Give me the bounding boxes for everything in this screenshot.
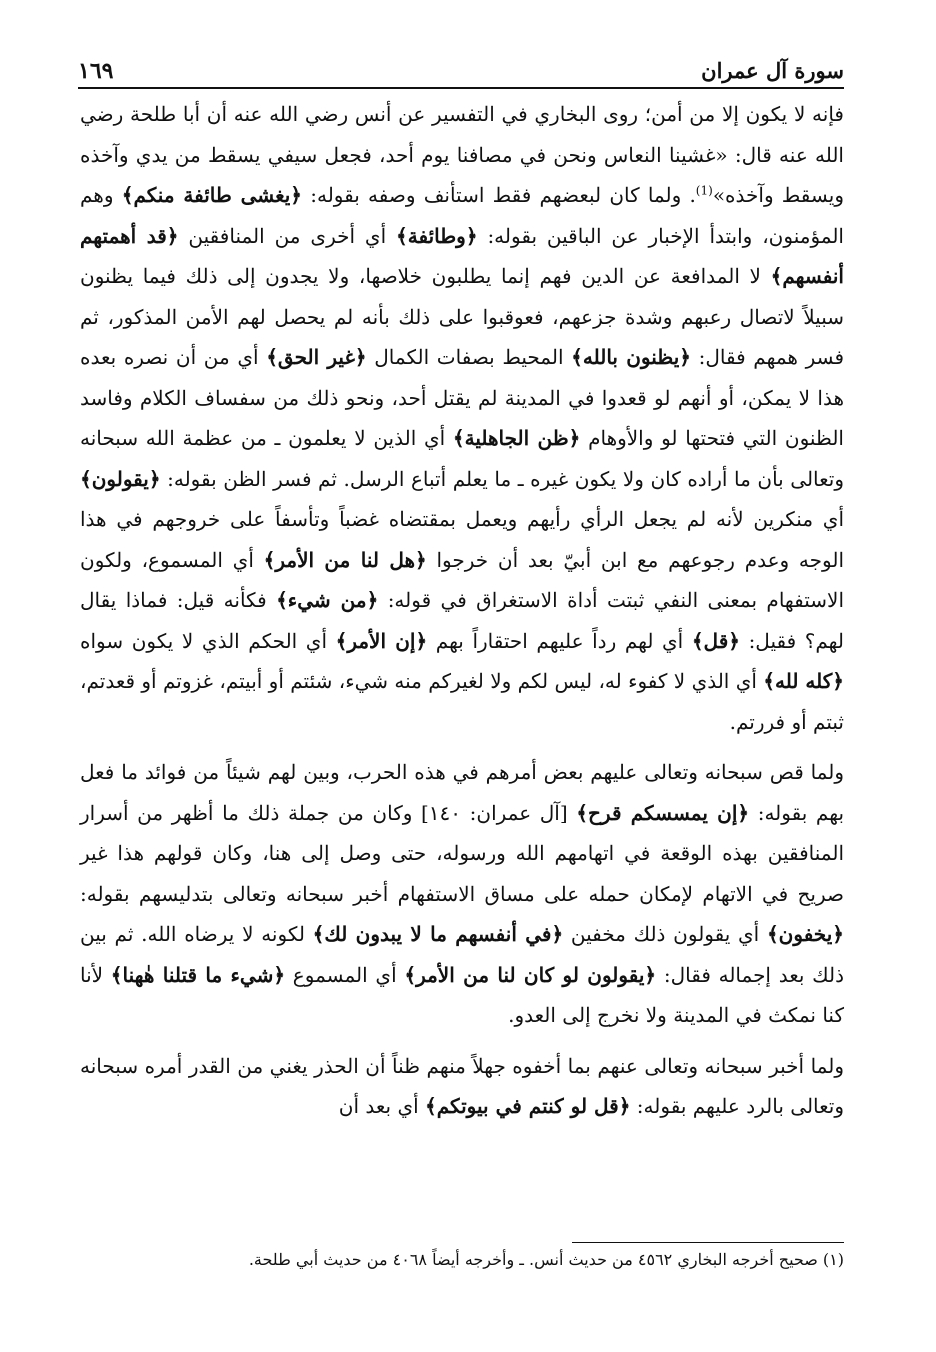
text-run: لأنا كنا نمكث في المدينة ولا نخرج إلى العدو. xyxy=(80,962,844,1027)
paragraph xyxy=(80,752,844,1036)
text-run: أي الذي لا كفوء له، ليس لكم ولا لغيركم منه شيء، شئتم أو أبيتم، غزوتم أو قعدتم، ثبتم أو فررتم. xyxy=(80,669,844,734)
text-run: المحيط بصفات الكمال xyxy=(366,345,572,369)
text-run: فإنه لا يكون إلا من أمن؛ روى البخاري في التفسير عن أنس رضي الله عنه أن أبا طلحة رضي الله عنه قال: «غشينا النعاس ونحن في مصافنا يوم أحد، فجعل سيفي يسقط من يدي وآخذه ويسقط وآخذه» xyxy=(80,102,844,207)
paragraph xyxy=(80,1046,844,1127)
quran-quote: ﴿يقولون لو كان لنا من الأمر﴾ xyxy=(404,962,657,987)
text-run: لكونه لا يرضاه الله. ثم بين ذلك بعد إجماله فقال: xyxy=(80,922,844,987)
text-run: أي المسموع xyxy=(285,962,405,987)
header-divider xyxy=(78,87,844,89)
quran-quote: ﴿يغشى طائفة منكم﴾ xyxy=(121,183,303,207)
surah-title: سورة آل عمران xyxy=(701,58,844,83)
text-run: أي منكرين لأنه لم يجعل الرأي رأيهم ويعمل بمقتضاه غضباً وتأسفاً على خروجهم في هذا الوجه وعدم رجوعهم مع ابن أبيّ بعد أن خرجوا xyxy=(80,507,845,572)
main-text xyxy=(80,94,844,1127)
quran-quote: ﴿قل﴾ xyxy=(691,628,740,653)
quran-quote: ﴿شيء ما قتلنا هٰهنا﴾ xyxy=(110,962,286,987)
quran-quote: ﴿في أنفسهم ما لا يبدون لك﴾ xyxy=(312,922,564,946)
quran-quote: ﴿هل لنا من الأمر﴾ xyxy=(263,547,427,572)
footnote-divider xyxy=(572,1242,844,1243)
text-run: أي المسموع، ولكون الاستفهام بمعنى النفي ثبتت أداة الاستغراق في قوله: xyxy=(80,547,845,612)
quran-quote: ﴿يظنون بالله﴾ xyxy=(571,345,691,369)
quran-quote: ﴿من شيء﴾ xyxy=(276,588,379,612)
quran-quote: ﴿قل لو كنتم في بيوتكم﴾ xyxy=(425,1094,631,1118)
quran-quote: ﴿يقولون﴾ xyxy=(80,466,161,491)
text-run: لا المدافعة عن الدين فهم إنما يطلبون خلاصها، ولا يجدون إلى ذلك فيما يظنون سبيلاً لاتصال رعبهم وشدة جزعهم، فعوقبوا على ذلك بأنه لم يحصل لهم الأمن المذكور، ثم فسر همهم فقال: xyxy=(80,264,845,369)
text-run: أي من أن نصره بعده هذا لا يمكن، أو أنهم لو قعدوا في المدينة لم يقتل أحد، ونحو ذلك من سفساف الكلام وفاسد الظنون التي فتحتها لو والأوهام xyxy=(80,345,844,450)
page-header xyxy=(78,58,844,88)
paragraph xyxy=(80,94,844,742)
text-run: ولما قص سبحانه وتعالى عليهم بعض أمرهم في هذه الحرب، وبين لهم شيئاً من فوائد ما فعل بهم بقوله: xyxy=(80,760,845,825)
quran-quote: ﴿قد أهمتهم أنفسهم﴾ xyxy=(80,223,844,288)
footnote: (١) صحيح أخرجه البخاري ٤٥٦٢ من حديث أنس. ـ وأخرجه أيضاً ٤٠٦٨ من حديث أبي طلحة. xyxy=(248,1250,844,1269)
text-run: أي الحكم الذي لا يكون سواه xyxy=(80,628,336,653)
quran-quote: ﴿يخفون﴾ xyxy=(766,922,845,946)
quran-quote: ﴿غير الحق﴾ xyxy=(266,345,367,369)
text-run: ولما أخبر سبحانه وتعالى عنهم بما أخفوه جهلاً منهم ظناً أن الحذر يغني من القدر أمره سبحانه وتعالى بالرد عليهم بقوله: xyxy=(80,1053,844,1118)
text-run: أي يقولون ذلك مخفين xyxy=(563,922,767,946)
text-run: وهم المؤمنون، وابتدأ الإخبار عن الباقين بقوله: xyxy=(80,183,844,248)
quran-quote: ﴿إن الأمر﴾ xyxy=(335,628,428,653)
text-run: أي بعد أن xyxy=(338,1094,426,1118)
quran-quote: ﴿إن يمسسكم قرح﴾ xyxy=(576,800,750,825)
quran-quote: ﴿كله لله﴾ xyxy=(763,669,845,693)
text-run: . ولما كان لبعضهم فقط استأنف وصفه بقوله: xyxy=(302,183,696,207)
text-run: أي الذين لا يعلمون ـ من عظمة الله سبحانه وتعالى بأن ما أراده كان ولا يكون غيره ـ ما يعلم أتباع الرسل. ثم فسر الظن بقوله: xyxy=(80,426,844,491)
text-run: أي لهم رداً عليهم احتقاراً بهم xyxy=(427,628,692,653)
text-run: [آل عمران: ١٤٠] وكان من جملة ذلك ما أظهر من أسرار المنافقين بهذه الوقعة في اتهامهم الله ورسوله، حتى وصل إلى هنا، وكان قولهم هذا غير صريح في الاتهام لإمكان حمله على مساق الاستفهام أخبر سبحانه وتعالى بتدليسهم بقوله: xyxy=(80,800,844,906)
page-number: ١٦٩ xyxy=(78,58,114,84)
quran-quote: ﴿وطائفة﴾ xyxy=(396,223,478,248)
text-run: أي أخرى من المنافقين xyxy=(178,223,397,248)
text-run: فكأنه قيل: فماذا يقال لهم؟ فقيل: xyxy=(80,588,844,653)
footnote-marker: (1) xyxy=(695,183,713,198)
quran-quote: ﴿ظن الجاهلية﴾ xyxy=(452,426,581,450)
